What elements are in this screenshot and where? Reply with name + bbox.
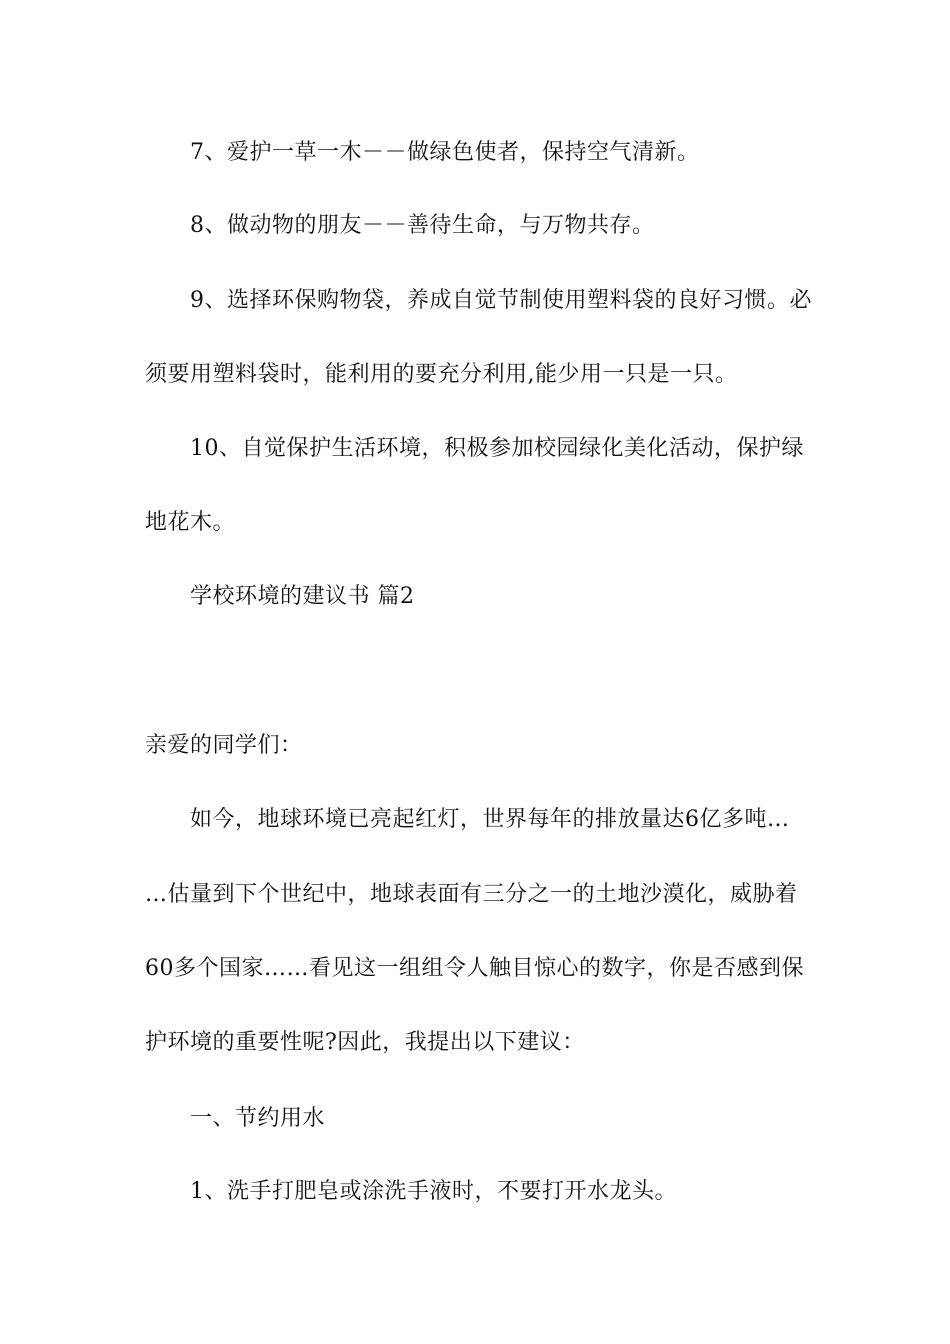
paragraph-intro-line-2: …估量到下个世纪中，地球表面有三分之一的土地沙漠化，威胁着 [145, 882, 798, 907]
paragraph-item-9-line-1: 9、选择环保购物袋，养成自觉节制使用塑料袋的良好习惯。必 [190, 288, 812, 313]
paragraph-item-9-line-2: 须要用塑料袋时，能利用的要充分利用,能少用一只是一只。 [145, 362, 738, 387]
paragraph-intro-line-3: 60多个国家……看见这一组组令人触目惊心的数字，你是否感到保 [145, 956, 804, 981]
subheading-save-water: 一、节约用水 [190, 1106, 326, 1131]
paragraph-item-8: 8、做动物的朋友－－善待生命，与万物共存。 [190, 213, 655, 238]
paragraph-intro-line-4: 护环境的重要性呢?因此，我提出以下建议： [145, 1030, 585, 1055]
paragraph-item-10-line-2: 地花木。 [145, 510, 236, 535]
paragraph-item-7: 7、爱护一草一木－－做绿色使者，保持空气清新。 [190, 140, 700, 165]
paragraph-item-10-line-1: 10、自觉保护生活环境，积极参加校园绿化美化活动，保护绿 [190, 436, 804, 461]
section-heading: 学校环境的建议书 篇2 [190, 584, 415, 609]
paragraph-item-1: 1、洗手打肥皂或涂洗手液时，不要打开水龙头。 [190, 1179, 677, 1204]
salutation: 亲爱的同学们： [145, 733, 303, 758]
paragraph-intro-line-1: 如今，地球环境已亮起红灯，世界每年的排放量达6亿多吨… [190, 807, 790, 832]
